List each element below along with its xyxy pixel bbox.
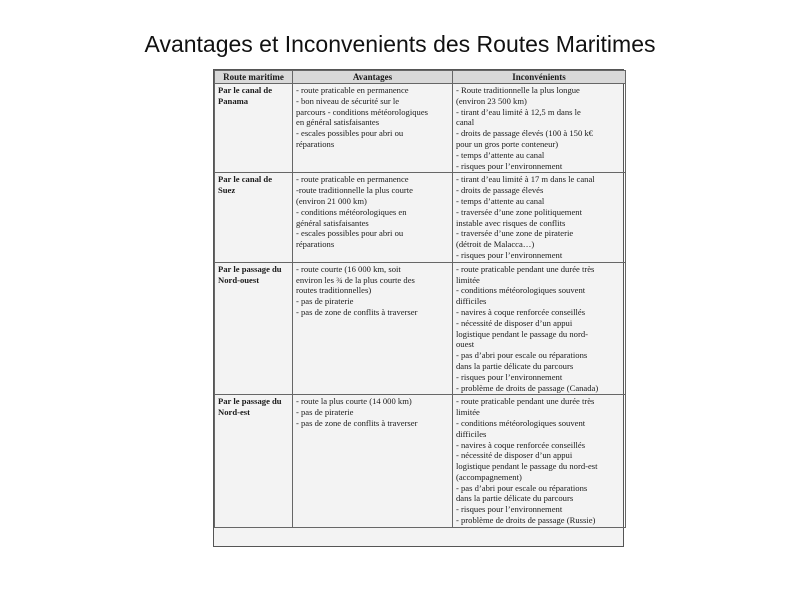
inconvenient-line: instable avec risques de conflits bbox=[456, 217, 566, 228]
inconvenients-cell bbox=[453, 84, 626, 173]
inconvenient-line: limitée bbox=[456, 274, 480, 285]
inconvenient-line: - tirant d’eau limité à 12,5 m dans le bbox=[456, 106, 581, 117]
avantage-line: - pas de zone de conflits à traverser bbox=[296, 417, 418, 428]
inconvenients-cell bbox=[453, 395, 626, 528]
avantage-line: général satisfaisantes bbox=[296, 217, 369, 228]
avantages-cell bbox=[293, 395, 453, 528]
avantage-line: routes traditionnelles) bbox=[296, 285, 372, 296]
route-name-cell: Par le passage du Nord-est bbox=[215, 395, 293, 528]
inconvenient-line: - conditions météorologiques souvent bbox=[456, 417, 586, 428]
inconvenient-line: - route praticable pendant une durée très bbox=[456, 263, 595, 274]
inconvenient-line: - pas d’abri pour escale ou réparations bbox=[456, 482, 588, 493]
inconvenient-line: - tirant d’eau limité à 17 m dans le canal bbox=[456, 174, 595, 185]
avantages-cell bbox=[293, 262, 453, 395]
avantage-line: -route traditionnelle la plus courte bbox=[296, 185, 413, 196]
inconvenient-line: canal bbox=[456, 117, 475, 128]
inconvenient-line: (détroit de Malacca…) bbox=[456, 239, 535, 250]
header-route: Route maritime bbox=[215, 71, 293, 84]
inconvenient-line: - conditions météorologiques souvent bbox=[456, 285, 586, 296]
inconvenient-line: - risques pour l’environnement bbox=[456, 249, 563, 260]
avantage-line: - route praticable en permanence bbox=[296, 85, 409, 95]
inconvenient-line: - risques pour l’environnement bbox=[456, 504, 563, 515]
avantage-line: - pas de zone de conflits à traverser bbox=[296, 306, 418, 317]
avantage-line: - route praticable en permanence bbox=[296, 174, 409, 185]
table-row bbox=[215, 84, 626, 173]
inconvenient-line: - traversée d’une zone de piraterie bbox=[456, 228, 574, 239]
table-row bbox=[215, 173, 626, 262]
avantage-line: (environ 21 000 km) bbox=[296, 195, 367, 206]
avantage-line: - escales possibles pour abri ou bbox=[296, 128, 404, 139]
table-header-row bbox=[215, 71, 626, 84]
inconvenient-line: (accompagnement) bbox=[456, 471, 522, 482]
inconvenient-line: difficiles bbox=[456, 296, 487, 307]
route-name-cell: Par le passage du Nord-ouest bbox=[215, 262, 293, 395]
inconvenient-line: - droits de passage élevés bbox=[456, 185, 544, 196]
table-body bbox=[215, 84, 626, 528]
inconvenient-line: limitée bbox=[456, 407, 480, 418]
inconvenient-line: - nécessité de disposer d’un appui bbox=[456, 450, 573, 461]
avantage-line: - pas de piraterie bbox=[296, 296, 354, 307]
inconvenient-line: dans la partie délicate du parcours bbox=[456, 493, 574, 504]
avantages-cell bbox=[293, 84, 453, 173]
route-name-cell: Par le canal de Panama bbox=[215, 84, 293, 173]
avantages-cell bbox=[293, 173, 453, 262]
page-title: Avantages et Inconvenients des Routes Maritimes bbox=[144, 31, 656, 57]
avantage-line: parcours - conditions météorologiques bbox=[296, 106, 428, 117]
avantage-line: réparations bbox=[296, 239, 335, 250]
inconvenient-line: difficiles bbox=[456, 428, 487, 439]
inconvenient-line: dans la partie délicate du parcours bbox=[456, 360, 574, 371]
avantage-line: - escales possibles pour abri ou bbox=[296, 228, 404, 239]
inconvenient-line: - risques pour l’environnement bbox=[456, 160, 563, 171]
avantage-line: environ les ¾ de la plus courte des bbox=[296, 274, 415, 285]
inconvenient-line: - pas d’abri pour escale ou réparations bbox=[456, 350, 588, 361]
inconvenients-cell bbox=[453, 262, 626, 395]
table-row bbox=[215, 395, 626, 528]
routes-table bbox=[214, 70, 626, 528]
avantage-line: - bon niveau de sécurité sur le bbox=[296, 95, 400, 106]
route-name-cell: Par le canal de Suez bbox=[215, 173, 293, 262]
inconvenient-line: pour un gros porte conteneur) bbox=[456, 138, 559, 149]
inconvenient-line: (environ 23 500 km) bbox=[456, 95, 527, 106]
avantage-line: - conditions météorologiques en bbox=[296, 206, 407, 217]
inconvenients-cell bbox=[453, 173, 626, 262]
inconvenient-line: - navires à coque renforcée conseillés bbox=[456, 439, 586, 450]
inconvenient-line: - temps d’attente au canal bbox=[456, 149, 545, 160]
inconvenient-line: - temps d’attente au canal bbox=[456, 195, 545, 206]
avantage-line: réparations bbox=[296, 138, 335, 149]
inconvenient-line: - navires à coque renforcée conseillés bbox=[456, 306, 586, 317]
avantage-line: - route la plus courte (14 000 km) bbox=[296, 396, 412, 407]
inconvenient-line: - risques pour l’environnement bbox=[456, 371, 563, 382]
inconvenient-line: ouest bbox=[456, 339, 475, 350]
avantage-line: en général satisfaisantes bbox=[296, 117, 380, 128]
table-row bbox=[215, 262, 626, 395]
avantage-line: - pas de piraterie bbox=[296, 407, 354, 418]
inconvenient-line: - problème de droits de passage (Russie) bbox=[456, 515, 596, 526]
inconvenient-line: - route praticable pendant une durée très bbox=[456, 396, 595, 407]
inconvenient-line: - droits de passage élevés (100 à 150 k€ bbox=[456, 128, 593, 139]
inconvenient-line: - nécessité de disposer d’un appui bbox=[456, 317, 573, 328]
header-inconvenients: Inconvénients bbox=[453, 71, 626, 84]
avantage-line: - route courte (16 000 km, soit bbox=[296, 263, 401, 274]
inconvenient-line: - Route traditionnelle la plus longue bbox=[456, 85, 580, 95]
inconvenient-line: logistique pendant le passage du nord-est bbox=[456, 461, 598, 472]
inconvenient-line: - problème de droits de passage (Canada) bbox=[456, 382, 599, 393]
routes-table-image bbox=[213, 69, 624, 547]
inconvenient-line: logistique pendant le passage du nord- bbox=[456, 328, 588, 339]
inconvenient-line: - traversée d’une zone politiquement bbox=[456, 206, 582, 217]
header-avantages: Avantages bbox=[293, 71, 453, 84]
